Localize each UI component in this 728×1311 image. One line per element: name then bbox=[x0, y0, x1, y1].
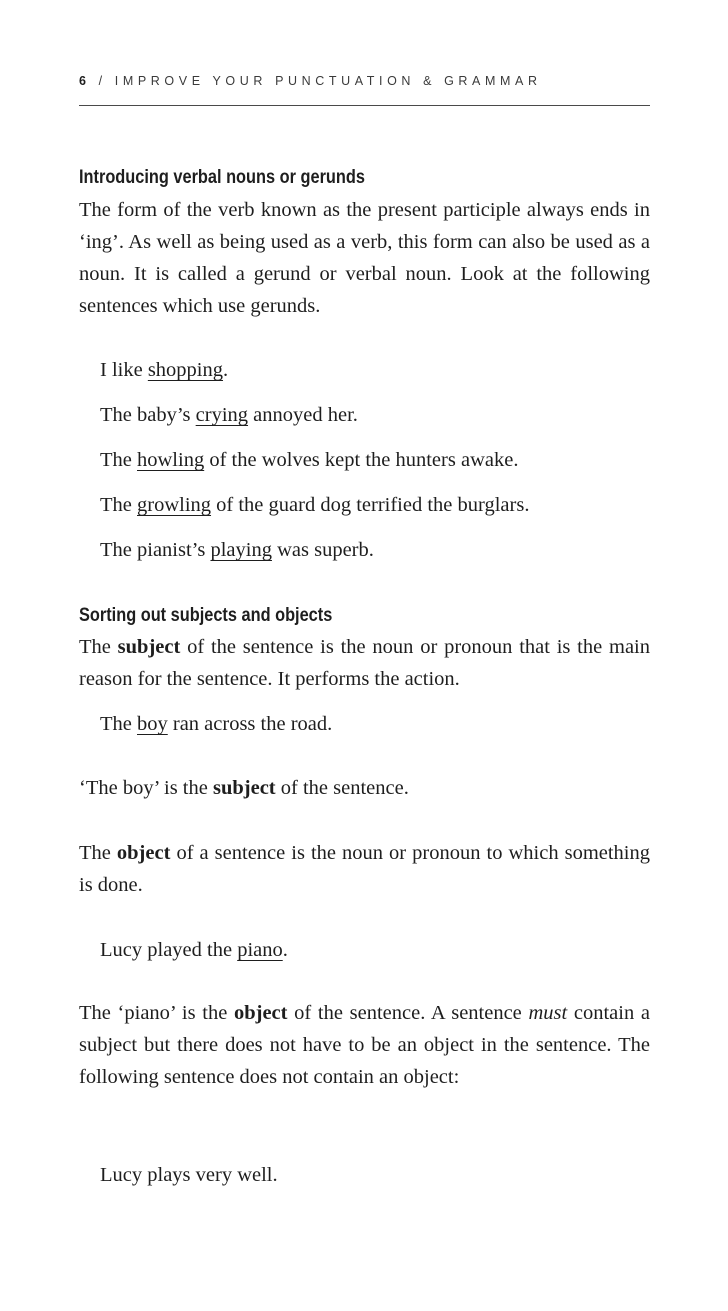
underlined-gerund: growling bbox=[137, 494, 212, 516]
object-term: object bbox=[116, 842, 171, 864]
object-term: object bbox=[233, 1002, 288, 1024]
emphasis-must: must bbox=[528, 1002, 568, 1024]
gerund-example: The baby’s crying annoyed her. bbox=[100, 404, 358, 426]
underlined-gerund: crying bbox=[195, 404, 249, 426]
header-rule bbox=[79, 105, 650, 106]
section-heading-gerunds: Introducing verbal nouns or gerunds bbox=[79, 167, 365, 188]
subject-note-paragraph: ‘The boy’ is the subject of the sentence. bbox=[79, 777, 409, 799]
subject-term: subject bbox=[117, 636, 181, 658]
object-note-paragraph: The ‘piano’ is the object of the sentence. A sentence must contain a subject but there does not have to be an object in the sentence. The following sentence does not contain an object: bbox=[79, 1002, 650, 1088]
underlined-subject: boy bbox=[137, 713, 168, 735]
no-object-example: Lucy plays very well. bbox=[100, 1164, 278, 1186]
subject-term: subject bbox=[212, 777, 276, 799]
book-title: IMPROVE YOUR PUNCTUATION & GRAMMAR bbox=[114, 74, 542, 88]
object-definition-paragraph: The object of a sentence is the noun or pronoun to which something is done. bbox=[79, 842, 651, 896]
book-page bbox=[79, 0, 650, 1311]
header-separator: / bbox=[90, 74, 115, 88]
gerund-example: The growling of the guard dog terrified the burglars. bbox=[100, 494, 530, 516]
underlined-gerund: playing bbox=[210, 539, 272, 561]
gerunds-intro-paragraph: The form of the verb known as the present participle always ends in ‘ing’. As well as being used as a verb, this form can also be used as a noun. It is called a gerund or verbal noun. Look at the following sentences which use gerunds. bbox=[79, 199, 650, 317]
gerund-example: The pianist’s playing was superb. bbox=[100, 539, 374, 561]
section-heading-subjects-objects: Sorting out subjects and objects bbox=[79, 605, 333, 626]
underlined-gerund: shopping bbox=[147, 359, 224, 381]
underlined-gerund: howling bbox=[137, 449, 205, 471]
page-number: 6 bbox=[79, 74, 91, 88]
running-header bbox=[79, 74, 650, 88]
subject-definition-paragraph: The subject of the sentence is the noun or pronoun that is the main reason for the sentence. It performs the action. bbox=[79, 636, 651, 690]
object-example: Lucy played the piano. bbox=[100, 939, 288, 961]
subject-example: The boy ran across the road. bbox=[100, 713, 333, 735]
gerund-example: The howling of the wolves kept the hunters awake. bbox=[100, 449, 519, 471]
underlined-object: piano bbox=[237, 939, 283, 961]
gerund-example: I like shopping. bbox=[100, 359, 229, 381]
